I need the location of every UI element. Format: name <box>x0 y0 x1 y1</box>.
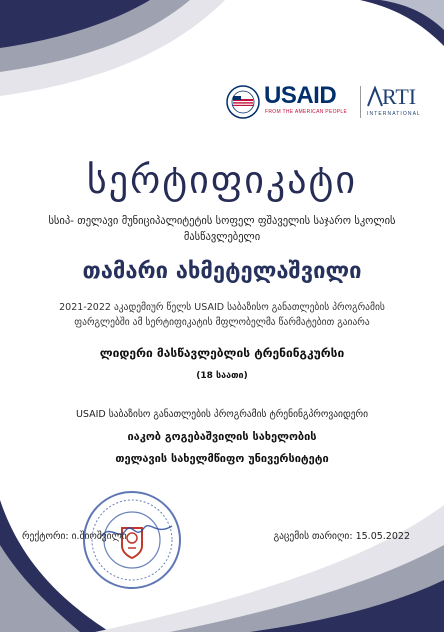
issuer-line-2: მასწავლებელი <box>183 231 261 243</box>
rti-tagline: INTERNATIONAL <box>367 111 421 117</box>
issue-date-value: 15.05.2022 <box>355 531 410 542</box>
issuer-description <box>0 213 444 245</box>
university-name-line-1: იაკობ გოგებაშვილის სახელობის <box>127 430 317 443</box>
description-line-1: 2021-2022 აკადემიურ წელს USAID საბაზისო განათლების პროგრამის <box>59 302 385 313</box>
issuer-line-1: სსიპ- თელავი მუნიციპალიტეტის სოფელ ფშაველის საჯარო სკოლის <box>48 215 396 227</box>
certificate-title: სერტიფიკატი <box>86 158 358 202</box>
description-line-2: ფარგლებში ამ სერტიფიკატის მფლობელმა წარმატებით გაიარა <box>74 317 370 328</box>
recipient-name: თამარი ახმეტელაშვილი <box>82 259 362 284</box>
usaid-seal-icon <box>226 85 260 119</box>
usaid-tagline: FROM THE AMERICAN PEOPLE <box>265 109 348 115</box>
partner-logos <box>226 82 436 126</box>
issue-date <box>274 531 410 542</box>
provider-label: USAID საბაზისო განათლების პროგრამის ტრენინგპროვაიდერი <box>75 409 369 420</box>
logo-divider <box>360 86 361 118</box>
course-hours: (18 საათი) <box>196 371 248 381</box>
course-name: ლიდერი მასწავლებლის ტრენინგკურსი <box>99 346 345 360</box>
completion-description <box>0 300 444 330</box>
university-name-line-2: თელავის სახელმწიფო უნივერსიტეტი <box>115 452 329 465</box>
rti-wordmark: RTI <box>382 84 417 109</box>
issue-date-label: გაცემის თარიღი: <box>273 531 353 542</box>
rector-name: რექტორი: ი.შიოშვილი <box>22 531 127 542</box>
usaid-wordmark: USAID <box>264 82 337 109</box>
